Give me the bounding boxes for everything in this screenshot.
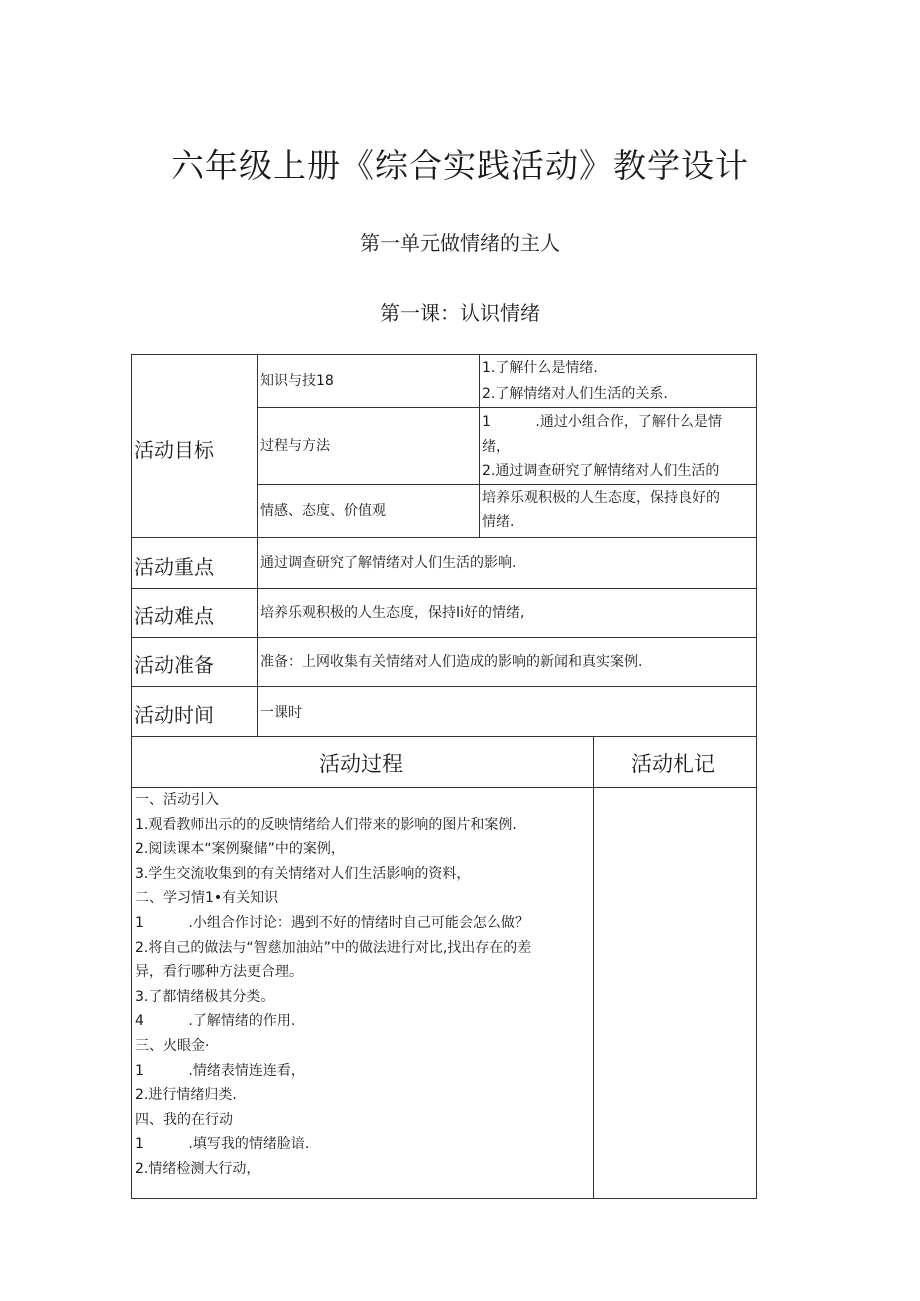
document-title: 六年级上册《综合实践活动》教学设计 xyxy=(171,146,749,185)
process-line: 1 .填写我的情绪脸谙. xyxy=(135,1136,310,1153)
process-line: 2.情绪检测大行动， xyxy=(135,1160,261,1177)
process-line: 3.了都情绪极其分类。 xyxy=(135,988,275,1005)
rule xyxy=(257,354,258,737)
difficulty-content: 培养乐观积极的人生态度，保持Ii好的情绪, xyxy=(260,605,525,621)
objective-category: 知识与技18 xyxy=(260,373,334,389)
objective-content-line: 1.了解什么是情绪. xyxy=(482,360,598,376)
preparation-content: 准备：上网收集有关情绪对人们造成的影响的新闻和真实案例. xyxy=(260,654,643,670)
process-line: 1 .情绪表情连连看， xyxy=(135,1062,305,1079)
objective-content-line: 培养乐观积极的人生态度，保持良好的 xyxy=(482,490,720,506)
process-line: 二、学习情1•有关知识 xyxy=(135,890,279,907)
rule xyxy=(756,354,757,1199)
key-point-content: 通过调查研究了解情绪对人们生活的影响. xyxy=(260,555,517,571)
rule xyxy=(593,736,594,1199)
process-line: 1 .小组合作讨论：遇到不好的情绪时自己可能会怎么做？ xyxy=(135,914,529,931)
process-line: 一、活动引入 xyxy=(135,792,219,808)
process-line: 三、火眼金· xyxy=(135,1037,210,1054)
unit-title: 第一单元做情绪的主人 xyxy=(360,231,560,255)
time-label: 活动时间 xyxy=(134,703,214,727)
process-header: 活动过程 xyxy=(319,752,403,776)
rule xyxy=(131,686,757,687)
objective-content-line: 2.通过调查研究了解情绪对人们生活的 xyxy=(482,463,720,479)
process-line: 2.阅读课本“案例聚储”中的案例， xyxy=(135,841,345,858)
rule xyxy=(131,588,757,589)
rule xyxy=(131,736,757,737)
objective-content-line: 2.了解情绪对人们生活的关系. xyxy=(482,386,668,402)
process-line: 4 .了解情绪的作用. xyxy=(135,1013,296,1030)
rule xyxy=(131,1198,757,1199)
rule xyxy=(131,354,132,1199)
difficulty-label: 活动难点 xyxy=(134,604,214,628)
process-line: 2.进行情绪归类. xyxy=(135,1087,237,1104)
objectives-label: 活动目标 xyxy=(134,438,214,462)
preparation-label: 活动准备 xyxy=(134,653,214,677)
rule xyxy=(131,637,757,638)
rule xyxy=(131,537,757,538)
key-point-label: 活动重点 xyxy=(134,555,214,579)
process-line: 四、我的在行动 xyxy=(135,1111,233,1128)
objective-category: 情感、态度、价值观 xyxy=(260,503,386,519)
objective-content-line: 1 .通过小组合作，了解什么是情 xyxy=(482,414,722,430)
notes-header: 活动札记 xyxy=(631,752,715,776)
time-content: 一课时 xyxy=(260,705,302,721)
rule xyxy=(257,407,757,408)
process-content xyxy=(135,788,531,1182)
process-line: 2.将自己的做法与“智慈加油站”中的做法进行对比,找出存在的差 xyxy=(135,939,532,956)
process-line: 3.学生交流收集到的有关情绪对人们生活影响的资料， xyxy=(135,865,471,882)
objective-content-line: 绪， xyxy=(482,439,510,455)
rule xyxy=(257,484,757,485)
lesson-title: 第一课：认识情绪 xyxy=(380,301,540,325)
objective-category: 过程与方法 xyxy=(260,438,330,454)
process-line: 异，看行哪种方法更合理。 xyxy=(135,964,303,981)
rule xyxy=(131,354,757,355)
rule xyxy=(479,354,480,538)
objective-content-line: 情绪. xyxy=(482,514,515,530)
process-line: 1.观看教师出示的的反映情绪给人们带来的影响的图片和案例. xyxy=(135,816,517,833)
